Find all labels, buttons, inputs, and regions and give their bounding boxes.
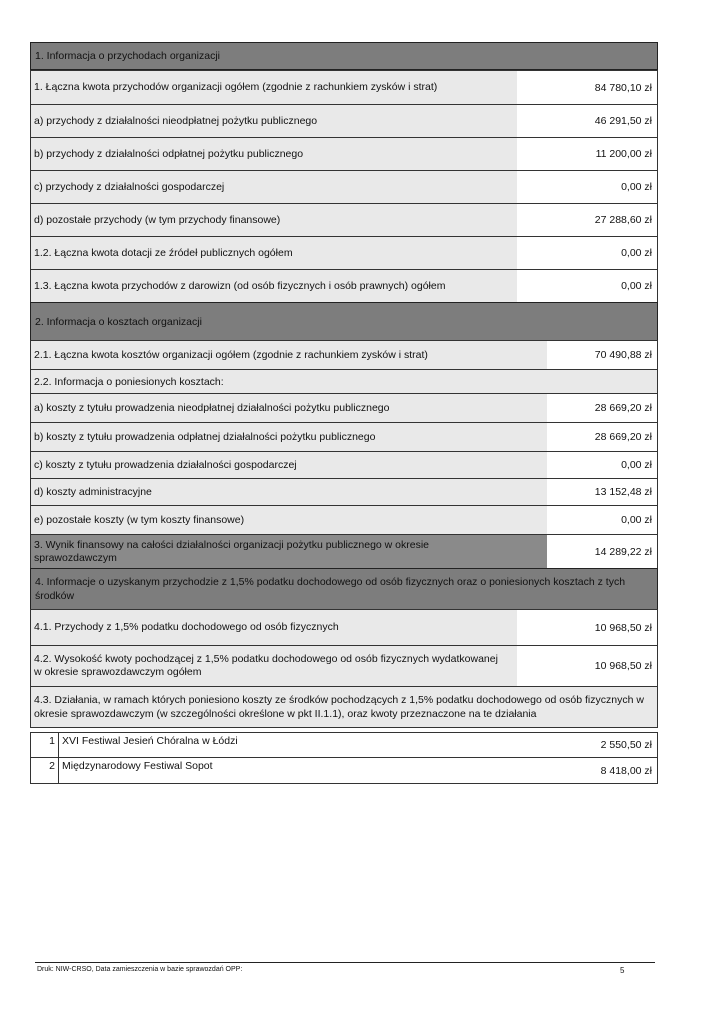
table-row (30, 340, 658, 370)
activity-number: 1 (31, 733, 59, 757)
activity-number: 2 (31, 758, 59, 783)
section4-3-description (30, 686, 658, 728)
footer-divider (35, 962, 655, 963)
row-value: 0,00 zł (517, 171, 657, 203)
footer-text: Druk: NIW-CRSO, Data zamieszczenia w bazie sprawozdań OPP: (37, 966, 243, 973)
activity-name: XVI Festiwal Jesień Chóralna w Łódzi (59, 733, 577, 757)
row-value: 0,00 zł (547, 506, 657, 534)
table-row (30, 269, 658, 303)
row-label: b) przychody z działalności odpłatnej pożytku publicznego (31, 138, 519, 170)
row-value: 46 291,50 zł (517, 105, 657, 137)
activity-value: 8 418,00 zł (547, 758, 657, 783)
row-label: d) pozostałe przychody (w tym przychody finansowe) (31, 204, 519, 236)
row-value: 10 968,50 zł (517, 610, 657, 645)
section2-subheader (30, 369, 658, 394)
row-label: 1.3. Łączna kwota przychodów z darowizn (od osób fizycznych i osób prawnych) ogółem (31, 270, 519, 302)
table-row (30, 70, 658, 105)
table-row (30, 137, 658, 171)
row-label: 1. Łączna kwota przychodów organizacji ogółem (zgodnie z rachunkiem zysków i strat) (31, 71, 519, 104)
row-value: 14 289,22 zł (547, 535, 657, 568)
row-value: 28 669,20 zł (547, 394, 657, 422)
table-row (30, 609, 658, 646)
row-value: 70 490,88 zł (547, 341, 657, 369)
table-row (30, 170, 658, 204)
row-label: 2.1. Łączna kwota kosztów organizacji ogółem (zgodnie z rachunkiem zysków i strat) (31, 341, 549, 369)
row-label: b) koszty z tytułu prowadzenia odpłatnej działalności pożytku publicznego (31, 423, 549, 451)
table-row (30, 393, 658, 423)
description-text: 4.3. Działania, w ramach których poniesiono koszty ze środków pochodzących z 1,5% podatku dochodowego od osób fizycznych w okresie sprawozdawczym (w szczególności określone w pkt II.1.1), oraz kwoty przeznaczone na te działania (34, 694, 644, 720)
row-label: 4.2. Wysokość kwoty pochodzącej z 1,5% podatku dochodowego od osób fizycznych wydatkowanej w okresie sprawozdawczym ogółem (31, 646, 519, 686)
activity-name: Międzynarodowy Festiwal Sopot (59, 758, 577, 783)
activity-row (30, 732, 658, 758)
table-row (30, 451, 658, 479)
row-label: d) koszty administracyjne (31, 479, 549, 505)
row-value: 84 780,10 zł (517, 71, 657, 104)
table-row (30, 203, 658, 237)
row-label: 1.2. Łączna kwota dotacji ze źródeł publicznych ogółem (31, 237, 519, 269)
table-row (30, 505, 658, 535)
row-value: 28 669,20 zł (547, 423, 657, 451)
section2-header-text: 2. Informacja o kosztach organizacji (35, 315, 202, 328)
row-label: a) koszty z tytułu prowadzenia nieodpłatnej działalności pożytku publicznego (31, 394, 549, 422)
row-value: 11 200,00 zł (517, 138, 657, 170)
section4-header-text: 4. Informacje o uzyskanym przychodzie z 1,5% podatku dochodowego od osób fizycznych oraz o poniesionych kosztach z tych środków (35, 576, 626, 602)
row-value: 0,00 zł (517, 237, 657, 269)
section1-header-text: 1. Informacja o przychodach organizacji (35, 50, 221, 62)
row-label: c) koszty z tytułu prowadzenia działalności gospodarczej (31, 452, 549, 478)
row-label: 4.1. Przychody z 1,5% podatku dochodowego od osób fizycznych (31, 610, 519, 645)
row-value: 0,00 zł (517, 270, 657, 302)
row-value: 27 288,60 zł (517, 204, 657, 236)
activity-row (30, 757, 658, 784)
row-value: 10 968,50 zł (517, 646, 657, 686)
section1-header (30, 42, 658, 70)
section2-header (30, 302, 658, 341)
row-label: 3. Wynik finansowy na całości działalności organizacji pożytku publicznego w okresie sprawozdawczym (31, 535, 549, 568)
table-row (30, 104, 658, 138)
row-label: e) pozostałe koszty (w tym koszty finansowe) (31, 506, 549, 534)
table-row (30, 422, 658, 452)
subheader-text: 2.2. Informacja o poniesionych kosztach: (34, 375, 224, 388)
row-label: c) przychody z działalności gospodarczej (31, 171, 519, 203)
section4-header (30, 568, 658, 610)
table-row (30, 645, 658, 687)
page-number: 5 (620, 966, 625, 975)
activity-value: 2 550,50 zł (547, 733, 657, 757)
row-value: 13 152,48 zł (547, 479, 657, 505)
table-row (30, 236, 658, 270)
row-label: a) przychody z działalności nieodpłatnej pożytku publicznego (31, 105, 519, 137)
financial-result-row (30, 534, 658, 569)
table-row (30, 478, 658, 506)
row-value: 0,00 zł (547, 452, 657, 478)
